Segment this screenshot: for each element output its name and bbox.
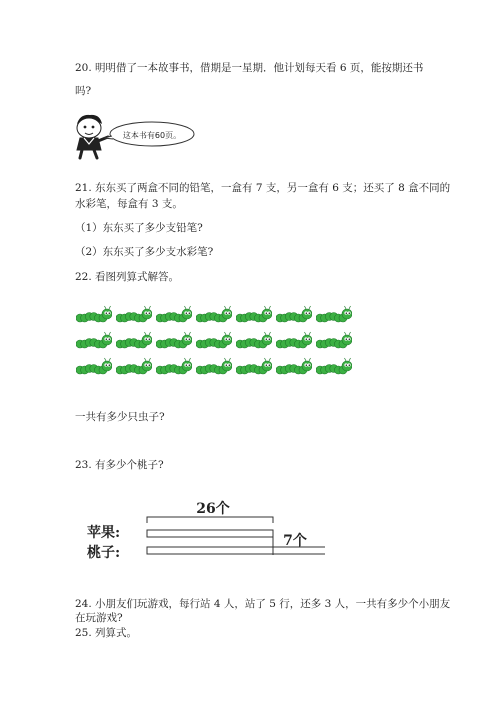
caterpillar-icon <box>76 331 112 351</box>
q21-sub2: （2）东东买了多少支水彩笔? <box>75 246 214 258</box>
caterpillar-icon <box>116 331 152 351</box>
caterpillar-icon <box>196 305 232 325</box>
apple-peach-diagram <box>85 495 325 570</box>
caterpillar-icon <box>156 357 192 377</box>
q21-line2: 水彩笔，每盒有 3 支。 <box>75 198 183 210</box>
q22-title: 22. 看图列算式解答。 <box>75 271 180 283</box>
peach-label: 桃子: <box>87 545 121 561</box>
apple-count-label: 26个 <box>196 501 230 517</box>
apple-bar <box>147 530 273 537</box>
caterpillar-icon <box>316 331 352 351</box>
caterpillar-icon <box>276 305 312 325</box>
q24-line1: 24. 小朋友们玩游戏，每行站 4 人，站了 5 行，还多 3 人，一共有多少个小朋友 <box>75 598 451 610</box>
q21-sub1: （1）东东买了多少支铅笔? <box>75 222 203 234</box>
speech-bubble-text: 这本书有60页。 <box>122 131 182 140</box>
caterpillar-icon <box>236 331 272 351</box>
caterpillar-icon <box>76 357 112 377</box>
caterpillar-icon <box>156 305 192 325</box>
caterpillar-icon <box>276 331 312 351</box>
caterpillar-icon <box>236 305 272 325</box>
caterpillar-icon <box>116 305 152 325</box>
caterpillar-icon <box>116 357 152 377</box>
q22-question: 一共有多少只虫子? <box>75 411 165 423</box>
q20-line1: 20. 明明借了一本故事书，借期是一星期．他计划每天看 6 页，能按期还书 <box>75 62 424 74</box>
apple-brace <box>147 517 273 523</box>
caterpillar-icon <box>76 305 112 325</box>
q25-title: 25. 列算式。 <box>75 627 138 639</box>
caterpillar-icon <box>156 331 192 351</box>
diff-count-label: 7个 <box>283 533 307 549</box>
apple-label: 苹果: <box>87 525 121 541</box>
q24-line2: 在玩游戏? <box>75 612 123 624</box>
q21-line1: 21. 东东买了两盒不同的铅笔，一盒有 7 支，另一盒有 6 支；还买了 8 盒不同的 <box>75 182 451 194</box>
caterpillar-icon <box>316 357 352 377</box>
caterpillar-grid <box>76 305 356 385</box>
boy-speech-illustration <box>70 112 205 160</box>
q23-title: 23. 有多少个桃子? <box>75 459 164 471</box>
caterpillar-icon <box>236 357 272 377</box>
q20-line2: 吗? <box>75 85 92 97</box>
caterpillar-icon <box>196 331 232 351</box>
caterpillar-icon <box>276 357 312 377</box>
caterpillar-icon <box>196 357 232 377</box>
caterpillar-icon <box>316 305 352 325</box>
